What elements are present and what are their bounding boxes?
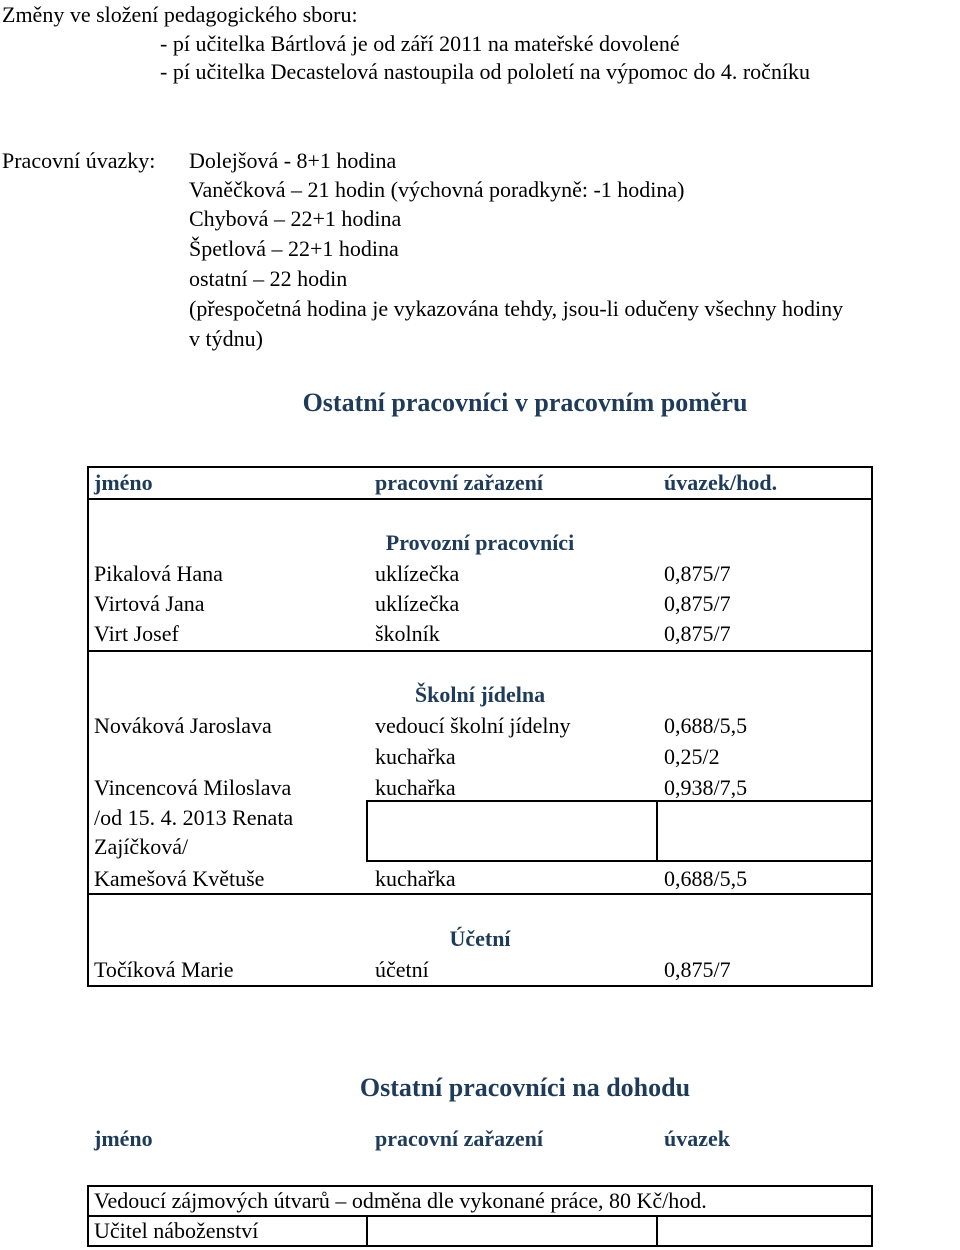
table-cell-name: Kamešová Květuše (94, 866, 265, 891)
workload-line: Vaněčková – 21 hodin (výchovná poradkyně: -1 hodina) (189, 177, 685, 202)
table-cell-position: kuchařka (375, 866, 456, 891)
table-cell-position: uklízečka (375, 591, 460, 616)
table-cell-name: Nováková Jaroslava (94, 713, 272, 738)
table-cell-workload: 0,875/7 (664, 561, 731, 586)
contract-heading: Ostatní pracovníci na dohodu (359, 1073, 691, 1102)
col-header-workload: úvazek/hod. (664, 470, 778, 495)
table-cell-position: kuchařka (375, 744, 456, 769)
workload-line: Dolejšová - 8+1 hodina (189, 148, 397, 173)
table-cell-workload: 0,875/7 (664, 621, 731, 646)
col-header-name: jméno (94, 1126, 153, 1151)
workload-line: Chybová – 22+1 hodina (189, 206, 402, 231)
workload-note: v týdnu) (189, 326, 263, 351)
table-cell-workload: 0,938/7,5 (664, 775, 748, 800)
table-row: Vedoucí zájmových útvarů – odměna dle vykonané práce, 80 Kč/hod. (94, 1188, 707, 1213)
table-cell-workload: 0,25/2 (664, 744, 720, 769)
table-cell-workload: 0,688/5,5 (664, 866, 748, 891)
table-cell-name: /od 15. 4. 2013 Renata (94, 805, 294, 830)
employees-heading: Ostatní pracovníci v pracovním poměru (302, 388, 748, 417)
table-cell-position: školník (375, 621, 440, 646)
section-title-jidelna: Školní jídelna (414, 682, 546, 707)
table-cell-position: kuchařka (375, 775, 456, 800)
table-cell-name: Zajíčková/ (94, 834, 189, 859)
table-cell-position: vedoucí školní jídelny (375, 713, 571, 738)
workload-note: (přespočetná hodina je vykazována tehdy, jsou-li odučeny všechny hodiny (189, 296, 844, 321)
table-cell-position: účetní (375, 957, 429, 982)
changes-bullet: - pí učitelka Decastelová nastoupila od pololetí na výpomoc do 4. ročníku (160, 59, 811, 84)
section-title-ucetni: Účetní (449, 926, 511, 951)
table-cell-name: Točíková Marie (94, 957, 234, 982)
table-cell-name: Pikalová Hana (94, 561, 223, 586)
table-cell-name: Virt Josef (94, 621, 179, 646)
table-cell-position: uklízečka (375, 561, 460, 586)
table-row: Učitel náboženství (94, 1218, 259, 1243)
workload-line: Špetlová – 22+1 hodina (189, 236, 399, 261)
col-header-position: pracovní zařazení (375, 1126, 544, 1151)
workload-line: ostatní – 22 hodin (189, 266, 348, 291)
col-header-position: pracovní zařazení (375, 470, 544, 495)
table-cell-workload: 0,875/7 (664, 591, 731, 616)
changes-title: Změny ve složení pedagogického sboru: (2, 2, 358, 27)
table-cell-workload: 0,688/5,5 (664, 713, 748, 738)
section-title-provozni: Provozní pracovníci (385, 530, 575, 555)
col-header-workload: úvazek (664, 1126, 730, 1151)
table-cell-name: Virtová Jana (94, 591, 205, 616)
col-header-name: jméno (94, 470, 153, 495)
table-cell-name: Vincencová Miloslava (94, 775, 292, 800)
workload-label: Pracovní úvazky: (2, 148, 156, 173)
changes-bullet: - pí učitelka Bártlová je od září 2011 na mateřské dovolené (160, 31, 680, 56)
table-cell-workload: 0,875/7 (664, 957, 731, 982)
